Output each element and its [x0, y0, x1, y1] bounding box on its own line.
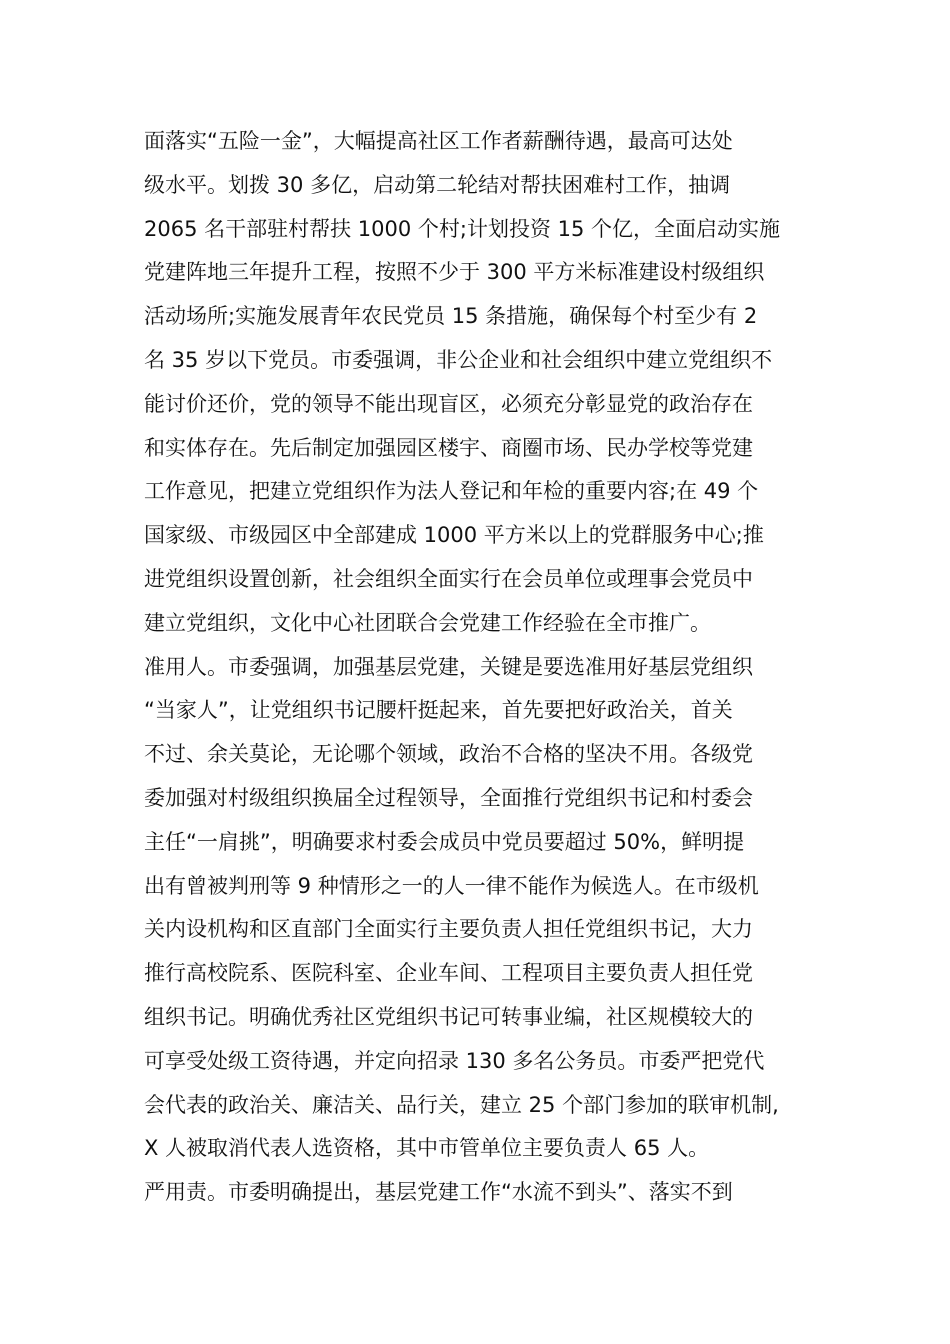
- text-line: 能讨价还价，党的领导不能出现盲区，必须充分彰显党的政治存在: [144, 391, 753, 416]
- text-line: 关内设机构和区直部门全面实行主要负责人担任党组织书记，大力: [144, 917, 753, 942]
- text-line: 主任“一肩挑”，明确要求村委会成员中党员要超过 50%，鲜明提: [144, 829, 745, 854]
- text-line: 不过、余关莫论，无论哪个领域，政治不合格的坚决不用。各级党: [144, 742, 753, 767]
- text-line: 建立党组织，文化中心社团联合会党建工作经验在全市推广。: [144, 610, 711, 635]
- text-line: “当家人”，让党组织书记腰杆挺起来，首先要把好政治关，首关: [144, 698, 733, 723]
- text-line: 级水平。划拨 30 多亿，启动第二轮结对帮扶困难村工作，抽调: [144, 172, 731, 197]
- text-line: 名 35 岁以下党员。市委强调，非公企业和社会组织中建立党组织不: [144, 347, 773, 372]
- text-line: 活动场所;实施发展青年农民党员 15 条措施，确保每个村至少有 2: [144, 304, 758, 329]
- text-line: 和实体存在。先后制定加强园区楼宇、商圈市场、民办学校等党建: [144, 435, 753, 460]
- text-line: 可享受处级工资待遇，并定向招录 130 多名公务员。市委严把党代: [144, 1048, 765, 1073]
- text-line: 会代表的政治关、廉洁关、品行关，建立 25 个部门参加的联审机制,: [144, 1092, 779, 1117]
- text-line: 出有曾被判刑等 9 种情形之一的人一律不能作为候选人。在市级机: [144, 873, 759, 898]
- text-line: 组织书记。明确优秀社区党组织书记可转事业编，社区规模较大的: [144, 1004, 753, 1029]
- text-line: 工作意见，把建立党组织作为法人登记和年检的重要内容;在 49 个: [144, 479, 759, 504]
- text-line: 委加强对村级组织换届全过程领导，全面推行党组织书记和村委会: [144, 785, 753, 810]
- text-line: 进党组织设置创新，社会组织全面实行在会员单位或理事会党员中: [144, 566, 753, 591]
- text-line: 面落实“五险一金”，大幅提高社区工作者薪酬待遇，最高可达处: [144, 129, 733, 153]
- text-line: X 人被取消代表人选资格，其中市管单位主要负责人 65 人。: [144, 1136, 710, 1161]
- text-line: 党建阵地三年提升工程，按照不少于 300 平方米标准建设村级组织: [144, 260, 765, 285]
- text-line: 国家级、市级园区中全部建成 1000 平方米以上的党群服务中心;推: [144, 523, 764, 548]
- paragraph-start-line: 严用责。市委明确提出，基层党建工作“水流不到头”、落实不到: [144, 1180, 733, 1205]
- text-line: 2065 名干部驻村帮扶 1000 个村;计划投资 15 个亿，全面启动实施: [144, 216, 781, 241]
- body-text: [144, 120, 824, 1215]
- paragraph-start-line: 准用人。市委强调，加强基层党建，关键是要选准用好基层党组织: [144, 654, 753, 679]
- text-line: 推行高校院系、医院科室、企业车间、工程项目主要负责人担任党: [144, 961, 753, 986]
